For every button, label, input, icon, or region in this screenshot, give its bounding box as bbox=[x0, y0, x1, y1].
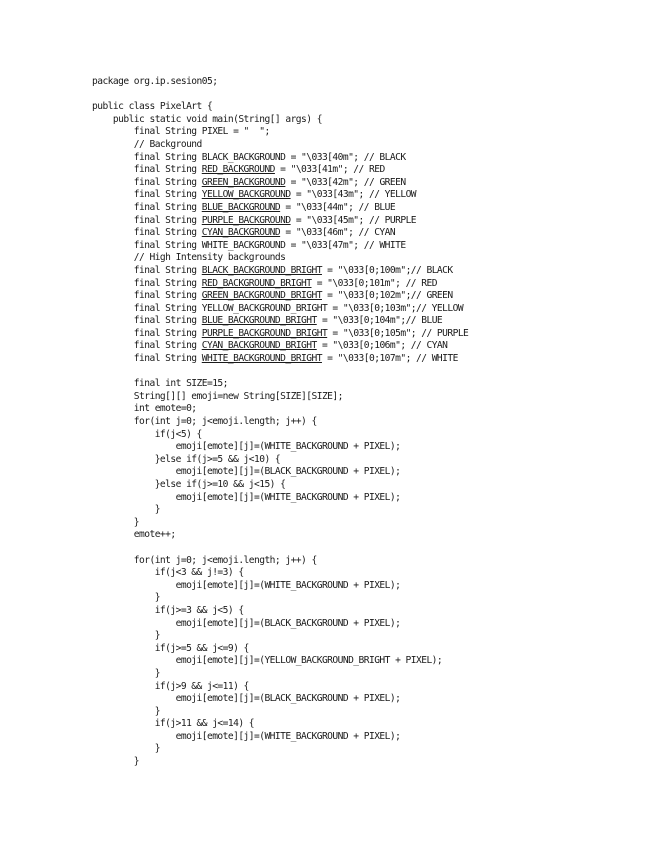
code-line: final String WHITE_BACKGROUND_BRIGHT = "\033[0;107m"; // WHITE bbox=[92, 353, 458, 365]
underlined-identifier: GREEN_BACKGROUND bbox=[201, 176, 286, 188]
code-line: final String WHITE_BACKGROUND = "\033[47m"; // WHITE bbox=[92, 239, 406, 251]
code-line: final String PIXEL = " "; bbox=[92, 126, 270, 138]
code-line: emoji[emote][j]=(WHITE_BACKGROUND + PIXEL); bbox=[92, 491, 401, 503]
code-line: final String BLUE_BACKGROUND_BRIGHT = "\033[0;104m";// BLUE bbox=[92, 315, 443, 327]
code-line: final String YELLOW_BACKGROUND_BRIGHT = "\033[0;103m";// YELLOW bbox=[92, 302, 464, 314]
underlined-identifier: RED_BACKGROUND bbox=[201, 164, 275, 176]
underlined-identifier: RED_BACKGROUND_BRIGHT bbox=[201, 277, 312, 289]
code-line: } bbox=[92, 756, 140, 768]
underlined-identifier: CYAN_BACKGROUND bbox=[201, 227, 281, 239]
code-line: emote++; bbox=[92, 529, 176, 541]
underlined-identifier: YELLOW_BACKGROUND bbox=[201, 189, 291, 201]
code-line: final String BLUE_BACKGROUND = "\033[44m"; // BLUE bbox=[92, 201, 396, 213]
code-line: public static void main(String[] args) { bbox=[92, 113, 322, 125]
code-line: }else if(j>=10 && j<15) { bbox=[92, 479, 286, 490]
underlined-identifier: BLACK_BACKGROUND_BRIGHT bbox=[201, 264, 322, 276]
code-listing bbox=[92, 76, 468, 769]
code-line: } bbox=[92, 667, 160, 679]
code-line: } bbox=[92, 743, 160, 755]
code-line: } bbox=[92, 630, 160, 642]
code-line: if(j>=5 && j<=9) { bbox=[92, 642, 249, 654]
code-line: } bbox=[92, 592, 160, 604]
code-line: emoji[emote][j]=(BLACK_BACKGROUND + PIXEL); bbox=[92, 617, 401, 629]
code-line bbox=[92, 542, 468, 555]
code-line: } bbox=[92, 705, 160, 717]
code-line: final int SIZE=15; bbox=[92, 378, 228, 390]
code-line: final String PURPLE_BACKGROUND = "\033[45m"; // PURPLE bbox=[92, 214, 417, 226]
code-line: emoji[emote][j]=(BLACK_BACKGROUND + PIXEL); bbox=[92, 693, 401, 705]
code-line: } bbox=[92, 504, 160, 516]
code-line: emoji[emote][j]=(BLACK_BACKGROUND + PIXEL); bbox=[92, 466, 401, 478]
code-line: final String RED_BACKGROUND = "\033[41m"; // RED bbox=[92, 164, 385, 176]
code-line: emoji[emote][j]=(YELLOW_BACKGROUND_BRIGHT + PIXEL); bbox=[92, 655, 443, 667]
code-line: int emote=0; bbox=[92, 403, 197, 415]
code-line: final String GREEN_BACKGROUND = "\033[42m"; // GREEN bbox=[92, 176, 406, 188]
code-line: // High Intensity backgrounds bbox=[92, 252, 286, 264]
code-line bbox=[92, 366, 468, 379]
underlined-identifier: BLUE_BACKGROUND_BRIGHT bbox=[201, 315, 317, 327]
underlined-identifier: PURPLE_BACKGROUND bbox=[201, 214, 291, 226]
code-line: final String CYAN_BACKGROUND_BRIGHT = "\033[0;106m"; // CYAN bbox=[92, 340, 448, 352]
code-line: final String RED_BACKGROUND_BRIGHT = "\033[0;101m"; // RED bbox=[92, 277, 437, 289]
code-line: public class PixelArt { bbox=[92, 101, 213, 113]
code-line: emoji[emote][j]=(WHITE_BACKGROUND + PIXEL); bbox=[92, 730, 401, 742]
underlined-identifier: WHITE_BACKGROUND_BRIGHT bbox=[201, 353, 322, 365]
code-line: if(j>9 && j<=11) { bbox=[92, 680, 249, 692]
code-line: if(j<3 && j!=3) { bbox=[92, 567, 244, 579]
code-line: }else if(j>=5 && j<10) { bbox=[92, 453, 281, 465]
code-line: final String BLACK_BACKGROUND = "\033[40m"; // BLACK bbox=[92, 151, 406, 163]
code-line: package org.ip.sesion05; bbox=[92, 76, 218, 87]
code-line bbox=[92, 89, 468, 102]
code-line: emoji[emote][j]=(WHITE_BACKGROUND + PIXEL); bbox=[92, 579, 401, 591]
code-line: } bbox=[92, 516, 140, 528]
code-line: if(j>11 && j<=14) { bbox=[92, 718, 255, 730]
code-line: emoji[emote][j]=(WHITE_BACKGROUND + PIXEL); bbox=[92, 441, 401, 453]
code-line: String[][] emoji=new String[SIZE][SIZE]; bbox=[92, 390, 343, 402]
code-line: if(j<5) { bbox=[92, 428, 202, 440]
underlined-identifier: PURPLE_BACKGROUND_BRIGHT bbox=[201, 327, 328, 339]
code-line: final String GREEN_BACKGROUND_BRIGHT = "\033[0;102m";// GREEN bbox=[92, 290, 453, 302]
code-line: final String CYAN_BACKGROUND = "\033[46m"; // CYAN bbox=[92, 227, 396, 239]
code-line: final String BLACK_BACKGROUND_BRIGHT = "\033[0;100m";// BLACK bbox=[92, 264, 453, 276]
code-line: final String YELLOW_BACKGROUND = "\033[43m"; // YELLOW bbox=[92, 189, 417, 201]
underlined-identifier: CYAN_BACKGROUND_BRIGHT bbox=[201, 340, 317, 352]
code-line: // Background bbox=[92, 138, 202, 150]
code-line: for(int j=0; j<emoji.length; j++) { bbox=[92, 554, 317, 566]
underlined-identifier: BLUE_BACKGROUND bbox=[201, 201, 281, 213]
code-line: final String PURPLE_BACKGROUND_BRIGHT = "\033[0;105m"; // PURPLE bbox=[92, 327, 469, 339]
code-line: for(int j=0; j<emoji.length; j++) { bbox=[92, 416, 317, 428]
code-line: if(j>=3 && j<5) { bbox=[92, 604, 244, 616]
underlined-identifier: GREEN_BACKGROUND_BRIGHT bbox=[201, 290, 322, 302]
